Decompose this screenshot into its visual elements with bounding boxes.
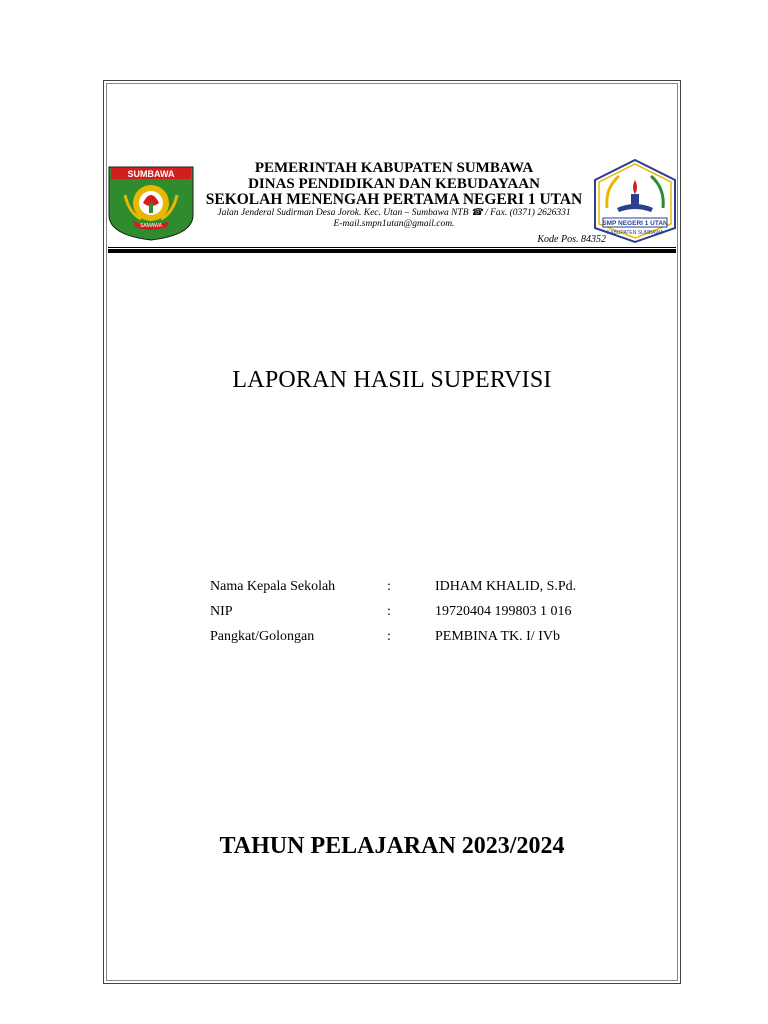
emblem-ribbon-text: SMP NEGERI 1 UTAN [602,220,668,227]
smp-negeri-1-utan-emblem-icon [593,158,677,244]
document-title: LAPORAN HASIL SUPERVISI [232,367,552,393]
letterhead [196,160,592,230]
letterhead-department: DINAS PENDIDIKAN DAN KEBUDAYAAN [248,176,540,192]
letterhead-school-name: SEKOLAH MENENGAH PERTAMA NEGERI 1 UTAN [205,191,583,208]
info-label: Nama Kepala Sekolah [210,579,336,594]
emblem-sub-text: KABUPATEN SUMBAWA [606,230,664,236]
letterhead-divider-thick [108,249,676,253]
letterhead-address: Jalan Jenderal Sudirman Desa Jorok. Kec. Utan – Sumbawa NTB ☎ / Fax. (0371) 2626331 [217,208,571,218]
info-label: NIP [210,604,233,619]
info-value: PEMBINA TK. I/ IVb [435,629,560,644]
crest-top-text: SUMBAWA [127,169,175,179]
info-value: 19720404 199803 1 016 [435,604,572,619]
letterhead-email: E-mail.smpn1utan@gmail.com. [333,219,455,229]
letterhead-postal-code: Kode Pos. 84352 [537,234,606,245]
info-separator: : [387,629,391,644]
sumbawa-regency-crest-icon [107,165,195,241]
crest-ribbon-text: SAMAWA [140,223,162,229]
info-separator: : [387,579,391,594]
letterhead-divider-thin [108,247,676,248]
info-separator: : [387,604,391,619]
letterhead-government: PEMERINTAH KABUPATEN SUMBAWA [254,160,534,176]
info-label: Pangkat/Golongan [210,629,315,644]
info-value: IDHAM KHALID, S.Pd. [435,579,577,594]
academic-year: TAHUN PELAJARAN 2023/2024 [219,833,565,859]
